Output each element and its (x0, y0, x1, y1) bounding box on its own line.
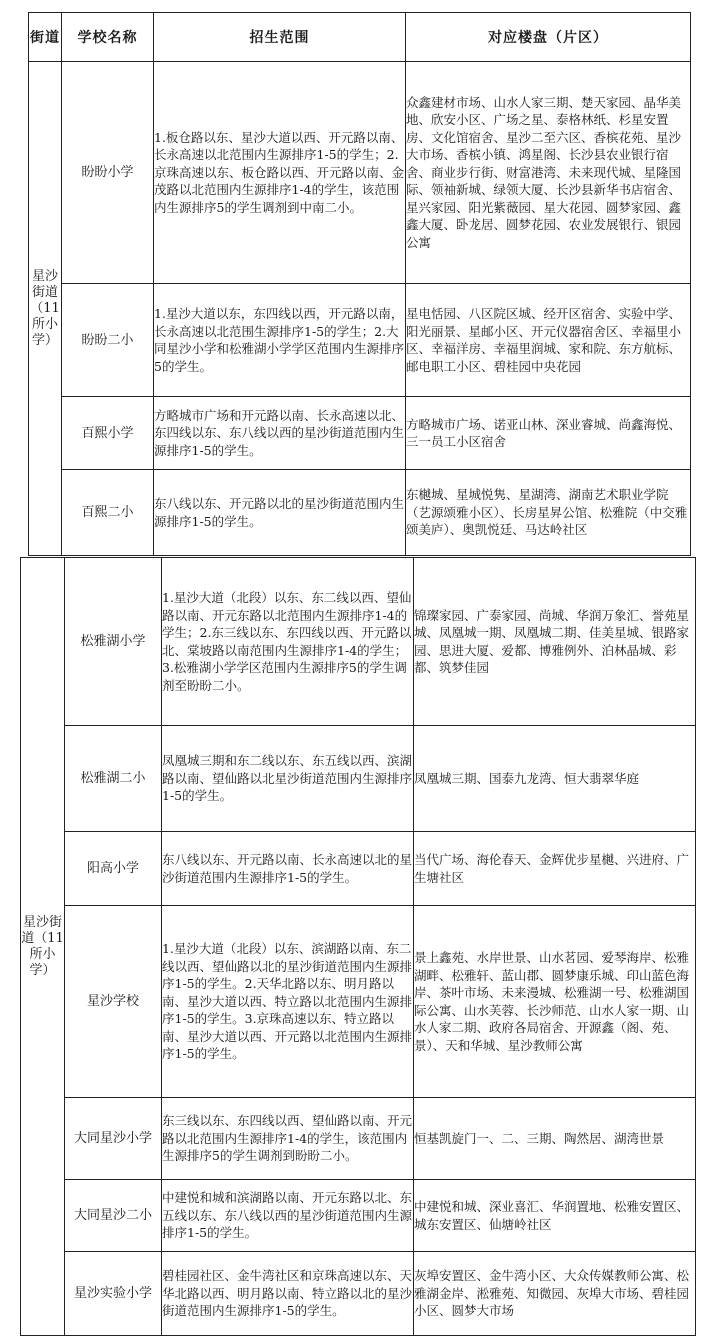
table-row (21, 906, 696, 1098)
enrollment-range: 中建悦和城和滨湖路以南、开元东路以北、东五线以东、东八线以西的星沙街道范围内生源排序1-5的学生。 (162, 1180, 414, 1252)
school-name: 大同星沙小学 (65, 1098, 162, 1180)
enrollment-range: 碧桂园社区、金牛湾社区和京珠高速以东、天华北路以西、明月路以南、特立路以北的星沙街道范围内生源排序1-5的学生。 (162, 1252, 414, 1336)
school-name: 百熙小学 (62, 397, 154, 470)
table-row (21, 1180, 696, 1252)
estate-list: 星电恬园、八区院区城、经开区宿舍、实验中学、阳光丽景、星邮小区、开元仪器宿舍区、幸福里小区、幸福洋房、幸福里润城、家和院、东方航标、邮电职工小区、碧桂园中央花园 (406, 284, 691, 397)
school-name: 星沙学校 (65, 906, 162, 1098)
enrollment-range: 1.星沙大道（北段）以东、东二线以西、望仙路以南、开元东路以北范围内生源排序1-4的学生；2.东三线以东、东四线以西、开元路以北、棠坡路以南范围内生源排序1-4的学生；3.松雅湖小学学区范围内生源排序5的学生调剂至盼盼二小。 (162, 558, 414, 726)
enrollment-range: 东三线以东、东四线以西、望仙路以南、开元路以北范围内生源排序1-4的学生，该范围内生源排序5的学生调剂到盼盼二小。 (162, 1098, 414, 1180)
estate-list: 凤凰城三期、国泰九龙湾、恒大翡翠华庭 (414, 726, 696, 832)
school-name: 百熙二小 (62, 470, 154, 556)
school-name: 盼盼二小 (62, 284, 154, 397)
enrollment-range: 1.板仓路以东、星沙大道以西、开元路以南、长永高速以北范围内生源排序1-5的学生；2.京珠高速以东、板仓路以西、开元路以南、金茂路以北范围内生源排序1-4的学生，该范围内生源排序5的学生调剂到中南二小。 (154, 62, 406, 284)
table-row (21, 1252, 696, 1336)
table-row (21, 558, 696, 726)
table-row (29, 397, 691, 470)
enrollment-range: 方略城市广场和开元路以南、长永高速以北、东四线以东、东八线以西的星沙街道范围内生源排序1-5的学生。 (154, 397, 406, 470)
school-name: 松雅湖小学 (65, 558, 162, 726)
school-name: 盼盼小学 (62, 62, 154, 284)
table-row (21, 832, 696, 906)
header-range: 招生范围 (154, 13, 406, 62)
estate-list: 恒基凯旋门一、二、三期、陶然居、湖湾世景 (414, 1098, 696, 1180)
enrollment-range: 1.星沙大道以东，东四线以西，开元路以南，长永高速以北范围生源排序1-5的学生；2.大同星沙小学和松雅湖小学学区范围内生源排序5的学生。 (154, 284, 406, 397)
table-row (29, 62, 691, 284)
school-table-part-2 (20, 557, 696, 1336)
school-name: 松雅湖二小 (65, 726, 162, 832)
header-row (29, 13, 691, 62)
header-street: 街道 (29, 13, 62, 62)
estate-list: 众鑫建材市场、山水人家三期、楚天家园、晶华美地、欣安小区、广场之星、泰格林纸、杉星安置房、文化馆宿舍、星沙二至六区、香槟花苑、星沙大市场、香槟小镇、鸿星阁、长沙县农业银行宿舍、商业步行街、财富港湾、未来现代城、星隆国际、领袖新城、绿领大厦、长沙县新华书店宿舍、星兴家园、阳光紫薇园、星大花园、圆梦家园、鑫鑫大厦、卧龙居、圆梦花园、农业发展银行、银园公寓 (406, 62, 691, 284)
header-estates: 对应楼盘（片区） (406, 13, 691, 62)
school-name: 阳高小学 (65, 832, 162, 906)
enrollment-range: 东八线以东、开元路以南、长永高速以北的星沙街道范围内生源排序1-5的学生。 (162, 832, 414, 906)
table-row (21, 1098, 696, 1180)
school-name: 大同星沙二小 (65, 1180, 162, 1252)
table-row (29, 284, 691, 397)
header-school: 学校名称 (62, 13, 154, 62)
table-row (29, 470, 691, 556)
enrollment-range: 凤凰城三期和东二线以东、东五线以西、滨湖路以南、望仙路以北星沙街道范围内生源排序1-5的学生。 (162, 726, 414, 832)
estate-list: 锦璨家园、广泰家园、尚城、华润万象汇、誉苑星城、凤凰城一期、凤凰城二期、佳美星城、银路家园、思进大厦、爱都、博雅例外、泊林晶城、彩都、筑梦佳园 (414, 558, 696, 726)
estate-list: 当代广场、海伦春天、金辉优步星樾、兴进府、广生塘社区 (414, 832, 696, 906)
school-table-part-1 (28, 12, 691, 556)
enrollment-range: 1.星沙大道（北段）以东、滨湖路以南、东二线以西、望仙路以北的星沙街道范围内生源排序1-5的学生。2.天华北路以东、明月路以南、星沙大道以西、特立路以北范围内生源排序1-5的学生。3.京珠高速以东、特立路以南、星沙大道以西、开元路以北范围内生源排序1-5的学生。 (162, 906, 414, 1098)
estate-list: 方略城市广场、诺亚山林、深业睿城、尚鑫海悦、三一员工小区宿舍 (406, 397, 691, 470)
estate-list: 景上鑫苑、水岸世景、山水茗园、爱琴海岸、松雅湖畔、松雅轩、蓝山郡、圆梦康乐城、印山蓝色海岸、茶叶市场、未来漫城、松雅湖一号、松雅湖国际公寓、山水芙蓉、长沙师范、山水人家一期、山水人家二期、政府各局宿舍、开源鑫（阁、苑、景）、天和华城、星沙教师公寓 (414, 906, 696, 1098)
estate-list: 灰埠安置区、金牛湾小区、大众传媒教师公寓、松雅湖金岸、淞雅苑、知微园、灰埠大市场、碧桂园小区、圆梦大市场 (414, 1252, 696, 1336)
table-row (21, 726, 696, 832)
school-name: 星沙实验小学 (65, 1252, 162, 1336)
enrollment-range: 东八线以东、开元路以北的星沙街道范围内生源排序1-5的学生。 (154, 470, 406, 556)
street-cell: 星沙街道（11所小学） (29, 62, 62, 556)
street-cell: 星沙街道（11所小学） (21, 558, 65, 1336)
estate-list: 中建悦和城、深业喜汇、华润置地、松雅安置区、城东安置区、仙塘岭社区 (414, 1180, 696, 1252)
estate-list: 东樾城、星城悦隽、星湖湾、湖南艺术职业学院（艺源颂雅小区）、长房星昇公馆、松雅院（中交雅颂美庐）、奥凯悦廷、马达岭社区 (406, 470, 691, 556)
